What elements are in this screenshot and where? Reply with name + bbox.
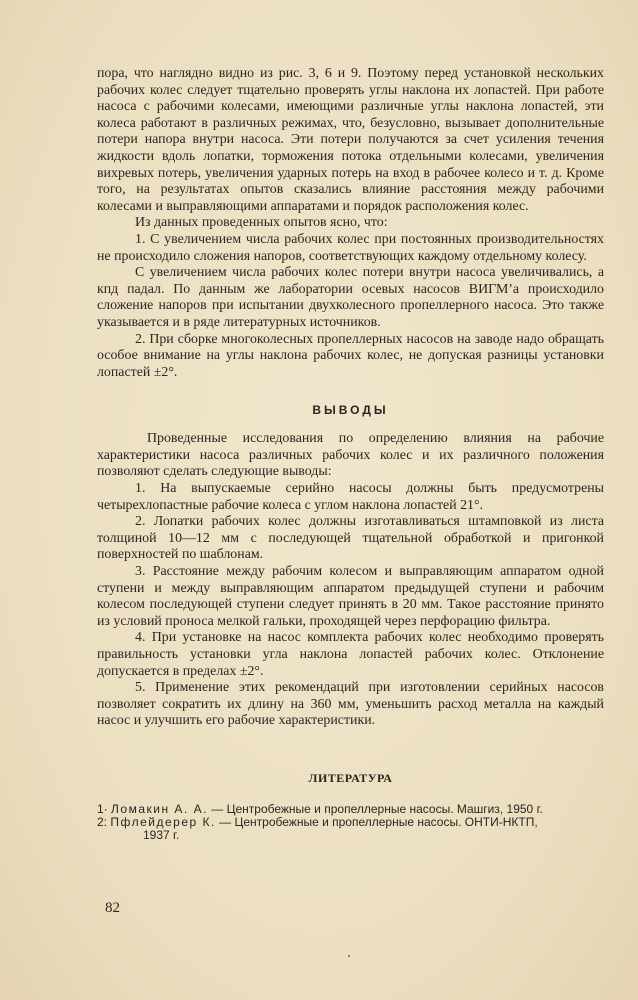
paragraph: пора, что наглядно видно из рис. 3, 6 и 9. Поэтому перед установкой нескольких рабочих колес следует тщательно проверять углы наклона их лопастей. При работе насоса с рабочими колесами, имеющими различные углы наклона лопастей, эти колеса работают в различных режимах, что, безусловно, вызывает дополнительные потери напора внутри насоса. Эти потери получаются за счет усиления течения жидкости вдоль лопатки, торможения потока отдельными колесами, увеличения вихревых потерь, увеличения ударных потерь на вход в рабочее колесо и т. д. Кроме того, на результатах опытов сказались влияние расстояния между рабочими колесами и выправляющими аппаратами и порядок расположения колес. [97, 66, 604, 214]
reference-author: Ломакин А. А. [111, 801, 208, 816]
page-number: 82 [105, 900, 120, 916]
paragraph: С увеличением числа рабочих колес потери внутри насоса увеличивались, а кпд падал. По данным же лаборатории осевых насосов ВИГМ’а происходило сложение напоров при испытании двухколесного пропеллерного насоса. Это также указывается и в ряде литературных источников. [97, 265, 604, 330]
reference-author: Пфлейдерер К. [110, 814, 216, 829]
reference-continuation: 1937 г. [143, 827, 180, 842]
paragraph: Из данных проведенных опытов ясно, что: [135, 215, 388, 231]
section-heading-references: ЛИТЕРАТУРА [308, 770, 393, 785]
section-heading-conclusions: ВЫВОДЫ [312, 403, 389, 418]
conclusion-item: 4. При установке на насос комплекта рабочих колес необходимо проверять правильность установки угла наклона лопастей рабочих колес. Отклонение допускается в пределах ±2°. [97, 630, 604, 679]
reference-text: — Центробежные и пропеллерные насосы. Машгиз, 1950 г. [211, 801, 543, 816]
paragraph: 2. При сборке многоколесных пропеллерных насосов на заводе надо обращать особое внимание на углы наклона рабочих колес, не допуская разницы установки лопастей ±2°. [97, 331, 604, 380]
paragraph: 1. С увеличением числа рабочих колес при постоянных производительностях не происходило сложения напоров, соответствующих каждому отдельному колесу. [97, 231, 604, 264]
reference-number: 1· [97, 801, 108, 816]
page-content [97, 66, 604, 842]
reference-list [97, 803, 604, 842]
reference-text: — Центробежные и пропеллерные насосы. ОНТИ-НКТП, [219, 814, 538, 829]
conclusion-item: 3. Расстояние между рабочим колесом и выправляющим аппаратом одной ступени и между выправляющим аппаратом предыдущей ступени и рабочим колесом последующей ступени следует принять в 20 мм. Такое расстояние принято из условий проноса мелкой гальки, проходящей через перфорацию фильтра. [97, 564, 604, 629]
paper-speck [348, 955, 350, 957]
paragraph: Проведенные исследования по определению влияния на рабочие характеристики насоса различных рабочих колес и их различного положения позволяют сделать следующие выводы: [97, 431, 604, 480]
conclusion-item: 5. Применение этих рекомендаций при изготовлении серийных насосов позволяет сократить их длину на 360 мм, уменьшить расход металла на каждый насос и улучшить его рабочие характеристики. [97, 680, 604, 729]
conclusion-item: 2. Лопатки рабочих колес должны изготавливаться штамповкой из листа толщиной 10—12 мм с последующей тщательной обработкой и пригонкой поверхностей по шаблонам. [97, 514, 604, 563]
reference-number: 2: [97, 814, 108, 829]
conclusion-item: 1. На выпускаемые серийно насосы должны быть предусмотрены четырехлопастные рабочие колеса с углом наклона лопастей 21°. [97, 481, 604, 513]
